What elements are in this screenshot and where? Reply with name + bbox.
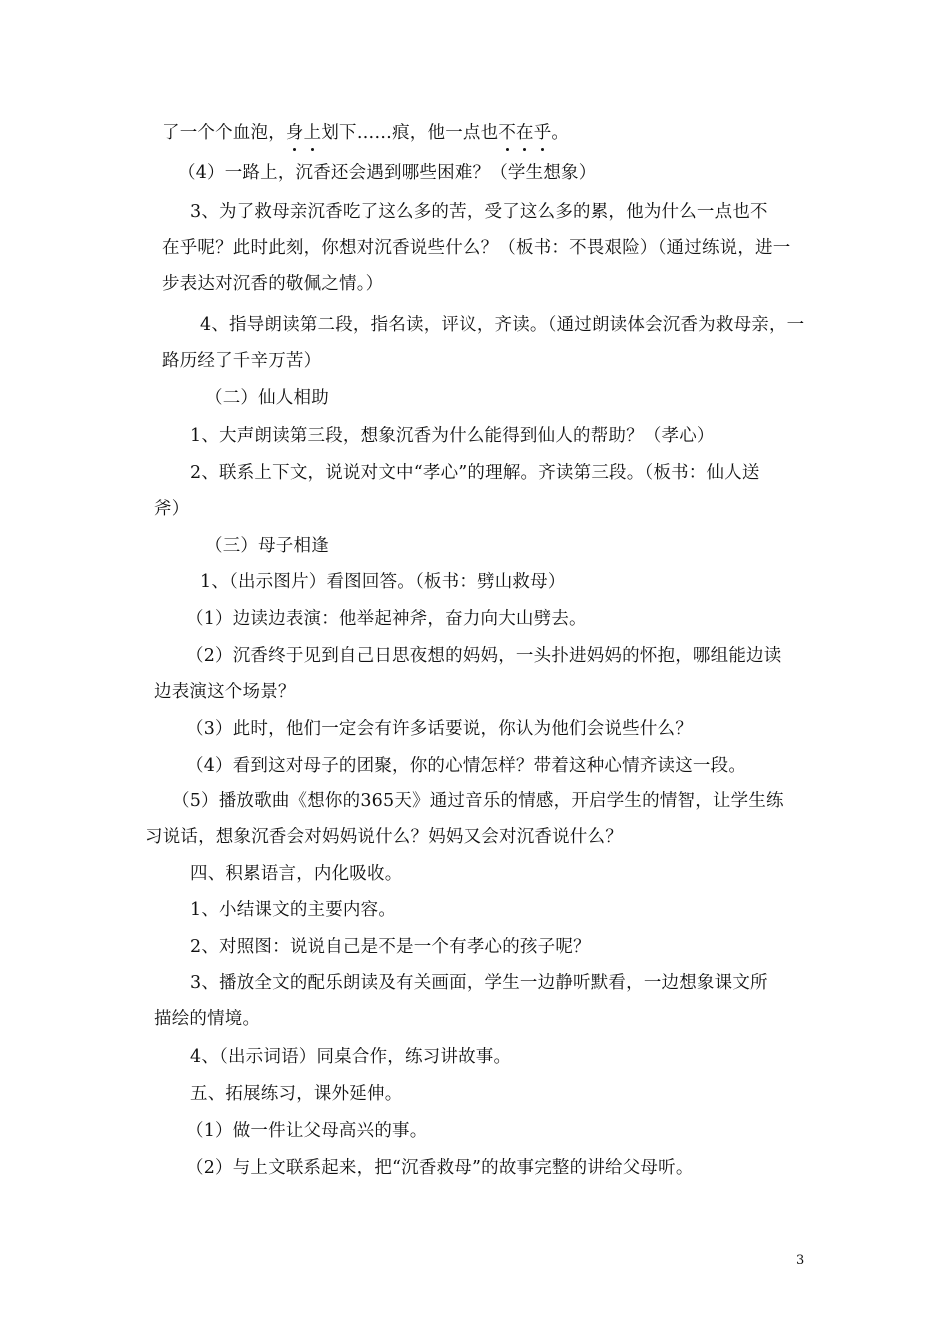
emphasized-char: 乎 [533,123,552,143]
text-line-27: 五、拓展练习，课外延伸。 [190,1084,403,1104]
text-line-16: 边表演这个场景？ [154,682,296,702]
text-line-29: （2）与上文联系起来，把“沉香救母”的故事完整的讲给父母听。 [186,1158,694,1178]
text-line-22: 1、小结课文的主要内容。 [190,900,397,920]
text-line-5: 步表达对沉香的敬佩之情。） [162,274,384,294]
text-line-9: 1、大声朗读第三段，想象沉香为什么能得到仙人的帮助？（孝心） [190,426,715,446]
text-line-2: （4）一路上，沉香还会遇到哪些困难？（学生想象） [178,163,597,183]
text-line-19: （5）播放歌曲《想你的365天》通过音乐的情感，开启学生的情智，让学生练 [172,791,784,811]
text-segment: 。 [551,123,570,143]
text-line-17: （3）此时，他们一定会有许多话要说，你认为他们会说些什么？ [186,719,693,739]
text-line-26: 4、（出示词语）同桌合作，练习讲故事。 [190,1047,512,1067]
text-line-18: （4）看到这对母子的团聚，你的心情怎样？带着这种心情齐读这一段。 [186,756,747,776]
text-line-4: 在乎呢？此时此刻，你想对沉香说些什么？（板书：不畏艰险）（通过练说，进一 [162,238,791,258]
text-segment: 了一个个血泡， [162,123,286,143]
text-line-23: 2、对照图：说说自己是不是一个有孝心的孩子呢？ [190,937,591,957]
emphasized-char: 不 [498,123,517,143]
text-line-13: 1、（出示图片）看图回答。（板书：劈山救母） [200,572,566,592]
text-line-25: 描绘的情境。 [154,1009,261,1029]
emphasized-char: 身 [285,123,304,143]
text-segment: 划下……痕，他一点也 [321,123,499,143]
text-line-11: 斧） [154,499,190,519]
emphasized-char: 在 [516,123,534,143]
text-line-8: （二）仙人相助 [205,388,329,408]
text-line-1 [162,121,569,145]
emphasized-char: 上 [303,123,322,143]
text-line-14: （1）边读边表演：他举起神斧，奋力向大山劈去。 [186,609,587,629]
text-line-6: 4、指导朗读第二段，指名读，评议，齐读。（通过朗读体会沉香为救母亲，一 [200,315,805,335]
text-line-21: 四、积累语言，内化吸收。 [190,864,403,884]
text-line-20: 习说话，想象沉香会对妈妈说什么？妈妈又会对沉香说什么？ [145,827,623,847]
text-line-12: （三）母子相逢 [205,536,329,556]
text-line-15: （2）沉香终于见到自己日思夜想的妈妈，一头扑进妈妈的怀抱，哪组能边读 [186,646,782,666]
text-line-7: 路历经了千辛万苦） [162,351,322,371]
text-line-3: 3、为了救母亲沉香吃了这么多的苦，受了这么多的累，他为什么一点也不 [190,202,768,222]
page-number: 3 [796,1253,805,1268]
text-line-10: 2、联系上下文，说说对文中“孝心”的理解。齐读第三段。（板书：仙人送 [190,463,760,483]
text-line-28: （1）做一件让父母高兴的事。 [186,1121,428,1141]
text-line-24: 3、播放全文的配乐朗读及有关画面，学生一边静听默看，一边想象课文所 [190,973,768,993]
